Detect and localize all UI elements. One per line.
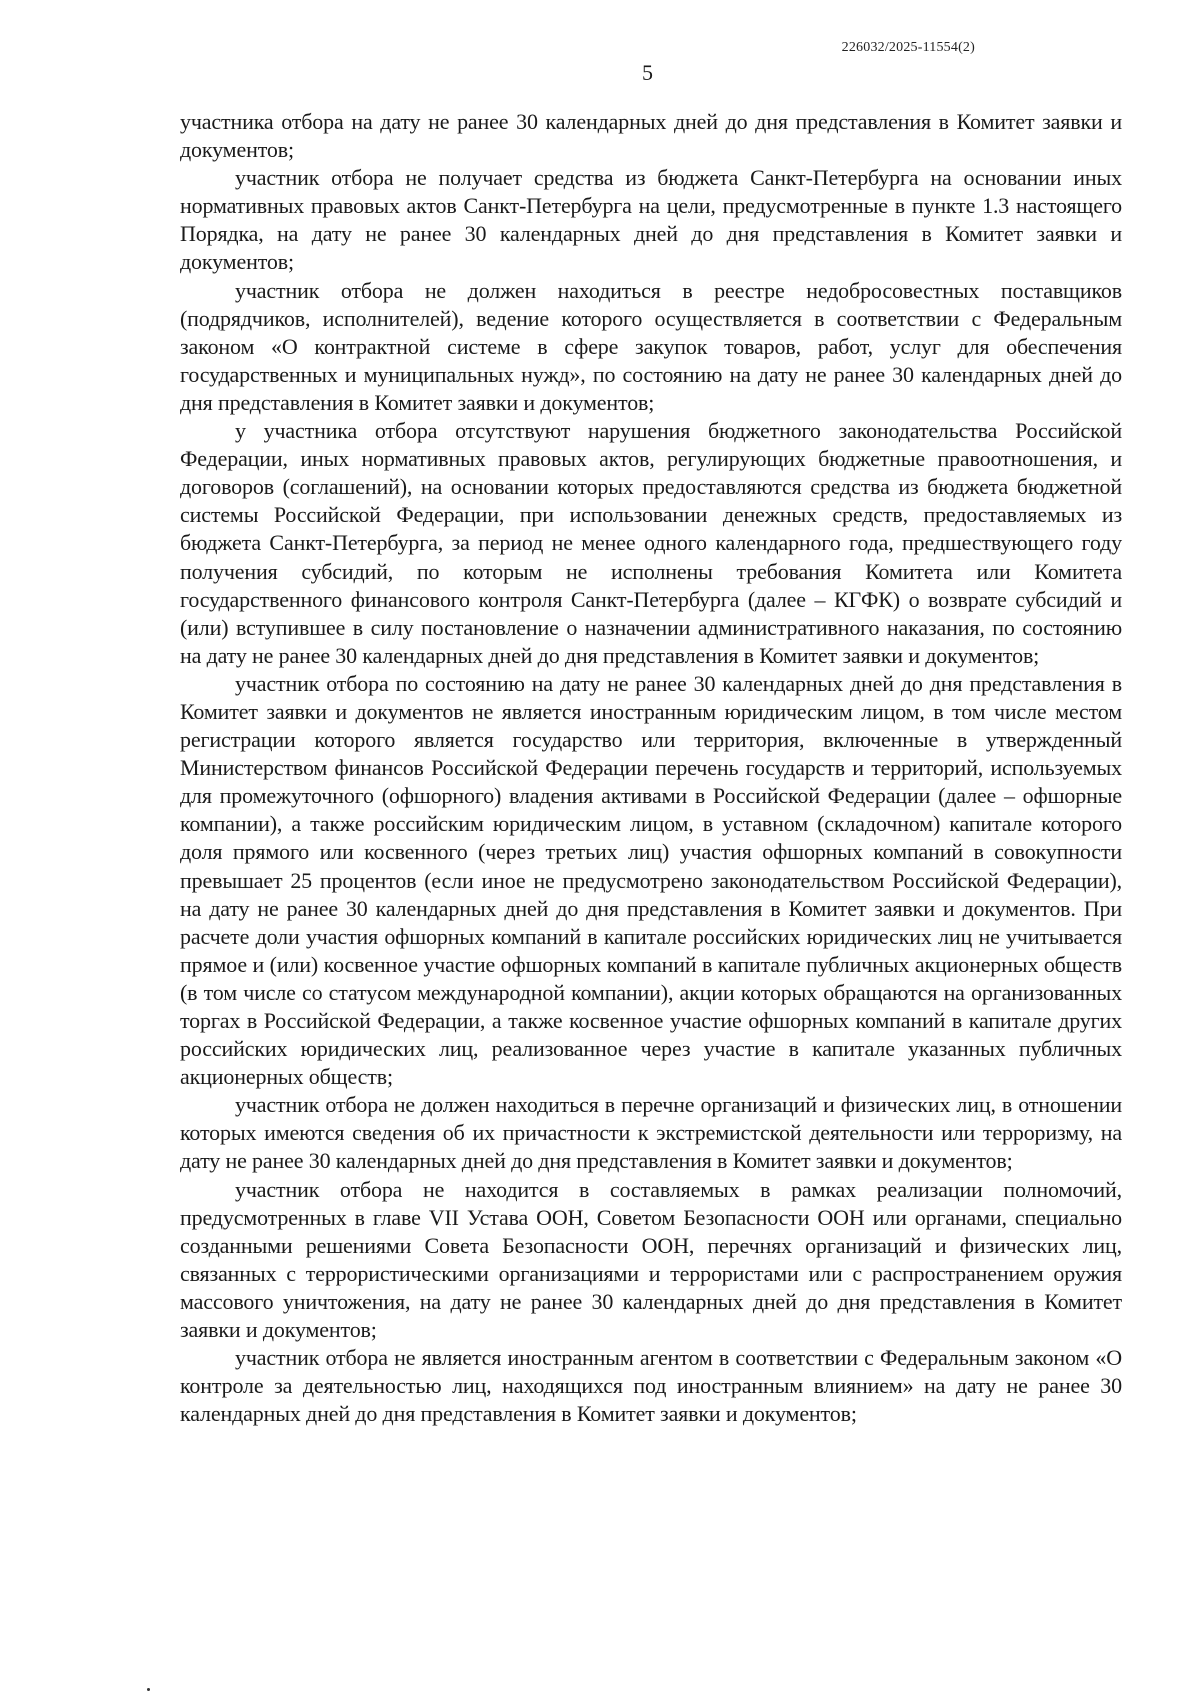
paragraph-continued: участника отбора на дату не ранее 30 календарных дней до дня представления в Комитет заявки и документов;: [180, 109, 1122, 163]
paragraph: участник отбора по состоянию на дату не ранее 30 календарных дней до дня представления в Комитет заявки и документов не является иностранным юридическим лицом, в том числе местом регистрации которого является государство или территория, включенные в утвержденный Министерством финансов Российской Федерации перечень государств и территорий, используемых для промежуточного (офшорного) владения активами в Российской Федерации (далее – офшорные компании), а также российским юридическим лицом, в уставном (складочном) капитале которого доля прямого или косвенного (через третьих лиц) участия офшорных компаний в совокупности превышает 25 процентов (если иное не предусмотрено законодательством Российской Федерации), на дату не ранее 30 календарных дней до дня представления в Комитет заявки и документов. При расчете доли участия офшорных компаний в капитале российских юридических лиц не учитывается прямое и (или) косвенное участие офшорных компаний в капитале публичных акционерных обществ (в том числе со статусом международной компании), акции которых обращаются на организованных торгах в Российской Федерации, а также косвенное участие офшорных компаний в капитале других российских юридических лиц, реализованное через участие в капитале указанных публичных акционерных обществ;: [180, 670, 1122, 1090]
scan-mark: [147, 1688, 150, 1691]
paragraph: участник отбора не получает средства из бюджета Санкт-Петербурга на основании иных нормативных правовых актов Санкт-Петербурга на цели, предусмотренные в пункте 1.3 настоящего Порядка, на дату не ранее 30 календарных дней до дня представления в Комитет заявки и документов;: [180, 165, 1122, 275]
paragraph: у участника отбора отсутствуют нарушения бюджетного законодательства Российской Федерации, иных нормативных правовых актов, регулирующих бюджетные правоотношения, и договоров (соглашений), на основании которых предоставляются средства из бюджета бюджетной системы Российской Федерации, при использовании денежных средств, предоставляемых из бюджета Санкт-Петербурга, за период не менее одного календарного года, предшествующего году получения субсидий, по которым не исполнены требования Комитета или Комитета государственного финансового контроля Санкт-Петербурга (далее – КГФК) о возврате субсидий и (или) вступившее в силу постановление о назначении административного наказания, по состоянию на дату не ранее 30 календарных дней до дня представления в Комитет заявки и документов;: [180, 418, 1122, 668]
paragraph: участник отбора не должен находиться в реестре недобросовестных поставщиков (подрядчиков, исполнителей), ведение которого осуществляется в соответствии с Федеральным законом «О контрактной системе в сфере закупок товаров, работ, услуг для обеспечения государственных и муниципальных нужд», по состоянию на дату не ранее 30 календарных дней до дня представления в Комитет заявки и документов;: [180, 277, 1122, 415]
paragraph: участник отбора не является иностранным агентом в соответствии с Федеральным законом «О контроле за деятельностью лиц, находящихся под иностранным влиянием» на дату не ранее 30 календарных дней до дня представления в Комитет заявки и документов;: [180, 1345, 1122, 1427]
document-body: [180, 108, 1122, 1428]
page-number: 5: [642, 60, 653, 85]
document-id: 226032/2025-11554(2): [841, 40, 975, 55]
paragraph: участник отбора не должен находиться в перечне организаций и физических лиц, в отношении которых имеются сведения об их причастности к экстремистской деятельности или терроризму, на дату не ранее 30 календарных дней до дня представления в Комитет заявки и документов;: [180, 1092, 1122, 1174]
paragraph: участник отбора не находится в составляемых в рамках реализации полномочий, предусмотренных в главе VII Устава ООН, Советом Безопасности ООН или органами, специально созданными решениями Совета Безопасности ООН, перечнях организаций и физических лиц, связанных с террористическими организациями и террористами или с распространением оружия массового уничтожения, на дату не ранее 30 календарных дней до дня представления в Комитет заявки и документов;: [180, 1176, 1122, 1343]
